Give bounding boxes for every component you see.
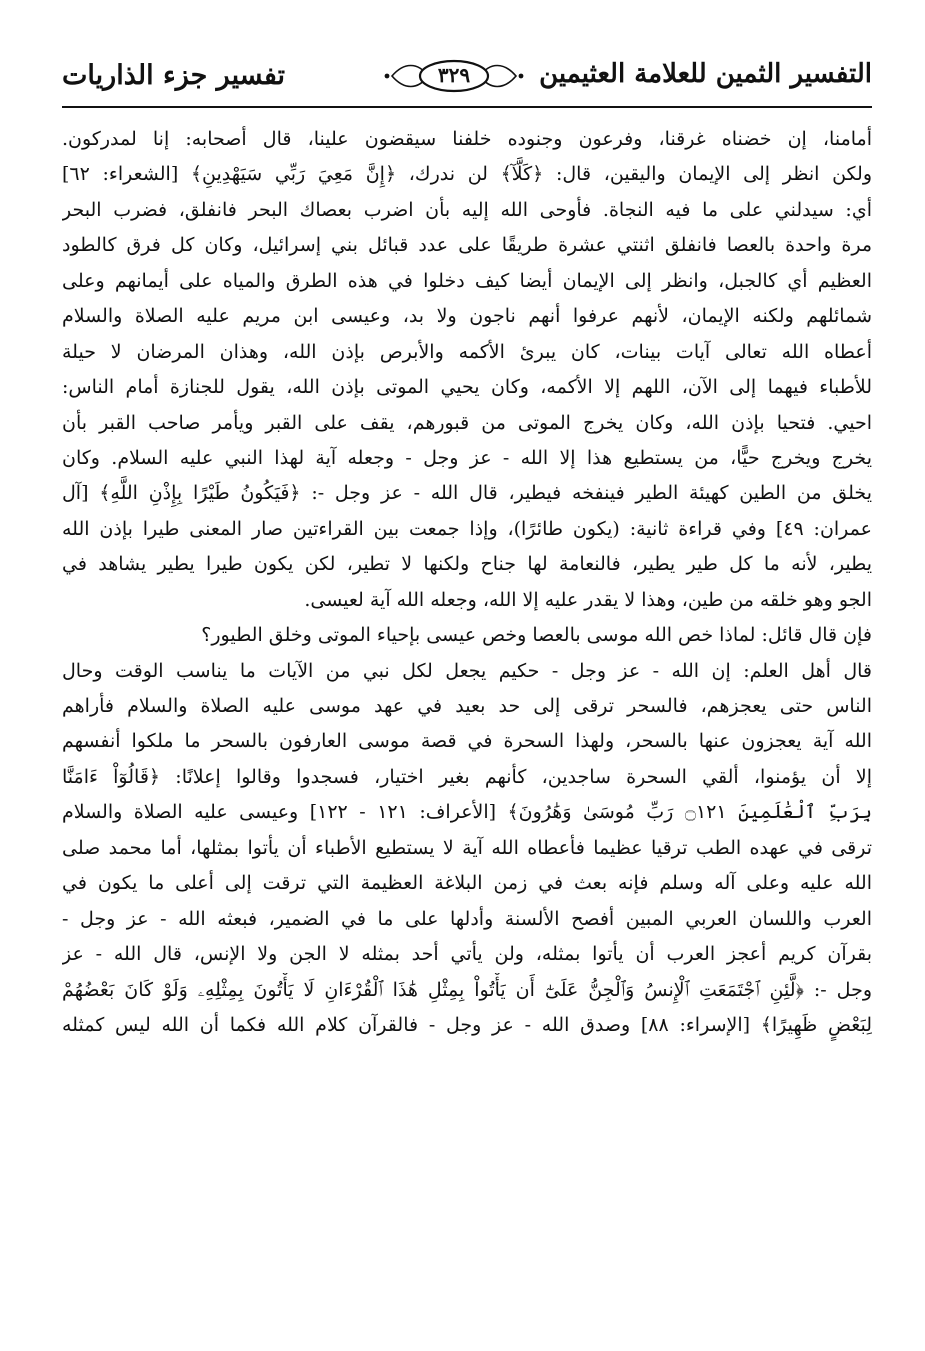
text-line: يخلق من الطين كهيئة الطير فينفخه فيطير، قال الله - عز وجل -: ﴿فَيَكُونُ طَيْرًا بِإِذْنِ اللَّهِ﴾ [آل xyxy=(62,482,872,505)
text-line: بقرآن كريم أعجز العرب أن يأتوا بمثله، ولن يأتي أحد بمثله لا الجن ولا الإنس، قال الله - عز xyxy=(62,943,872,966)
text-line: أمامنا، إن خضناه غرقنا، وفرعون وجنوده خلفنا سيقضون علينا، قال أصحابه: إنا لمدركون. xyxy=(62,128,872,150)
text-line: الناس حتى يعجزهم، فالسحر ترقى إلى حد بعيد في عهد موسى عليه الصلاة والسلام فأراهم xyxy=(62,695,872,717)
text-line: وجل -: ﴿لَّئِنِ ٱجْتَمَعَتِ ٱلْإِنسُ وَٱلْجِنُّ عَلَىٰٓ أَن يَأْتُواْ بِمِثْلِ هَٰذَا ٱلْقُرْءَانِ لَا يَأْتُونَ بِمِثْلِهِۦ وَلَوْ كَانَ بَعْضُهُمْ xyxy=(62,978,872,1001)
text-line: احيي. فتحيا بإذن الله، وكان يخرج الموتى من قبورهم، يقف على القبر ويأمر صاحب القبر بأن xyxy=(62,411,872,434)
page-header xyxy=(62,46,872,108)
text-line: عمران: ٤٩] وفي قراءة ثانية: (يكون طائرًا)، وإذا جمعت بين القراءتين صار المعنى طيرا بإذن الله xyxy=(62,517,872,540)
book-title: التفسير الثمين للعلامة العثيمين xyxy=(539,59,872,89)
part-title: تفسير جزء الذاريات xyxy=(62,60,285,91)
text-line: ترقى في عهده الطب ترقيا عظيما فأعطاه الله آية لا يستطيع الأطباء أن يأتوا بمثلها، أما محمد صلى xyxy=(62,836,872,859)
text-line: يطير، لأنه ما كل طير يطير، فالنعامة لها جناح ولكنها لا تطير، لكن يكون طيرا يطير يشاهد في xyxy=(62,553,872,576)
text-line: الله عليه وعلى آله وسلم فإنه بعث في زمن البلاغة العظيمة التي ترقت إلى أعلى ما يكون في xyxy=(62,872,872,895)
header-divider xyxy=(62,106,872,108)
text-line: بِرَبِّ ٱلْعَٰلَمِينَ ۝١٢١ رَبِّ مُوسَىٰ وَهَٰرُونَ﴾ [الأعراف: ١٢١ - ١٢٢] وعيسى عليه الصلاة والسلام xyxy=(62,801,872,824)
text-line: يخرج ويخرج حيًّا، من يستطيع هذا إلا الله - عز وجل - وجعله آية لهذا النبي عليه السلام. وكان xyxy=(62,446,872,469)
text-line: شمائلهم ولكنه الإيمان، لأنهم عرفوا أنهم ناجون ولا بد، وعيسى ابن مريم عليه الصلاة والسلام xyxy=(62,305,872,328)
text-line: للأطباء فيهما إلى الآن، اللهم إلا الأكمه، وكان يحيي الموتى بإذن الله، يقول للجنازة أمام الناس: xyxy=(62,376,872,399)
text-line: الله آية يعجزون عنها بالسحر، ولهذا السحرة في قصة موسى العارفون بالسحر ما ملكوا أنفسهم xyxy=(62,730,872,753)
text-line: العظيم أي كالجبل، وانظر إلى الإيمان أيضا كيف دخلوا في هذه الطرق والمياه على أيمانهم وعلى xyxy=(62,269,872,292)
text-line: الجو وهو خلقه من طين، وهذا لا يقدر عليه إلا الله، وجعله الله آية لعيسى. xyxy=(304,588,872,611)
text-line: أي: سيدلني على ما فيه النجاة. فأوحى الله إليه بأن اضرب بعصاك البحر فانفلق، فضرب البحر xyxy=(62,198,872,221)
text-line: ولكن انظر إلى الإيمان واليقين، قال: ﴿كَلَّآ﴾ لن ندرك، ﴿إِنَّ مَعِيَ رَبِّي سَيَهْدِينِ﴾ [الشعراء: ٦٢] xyxy=(62,163,872,186)
text-line: مرة واحدة بالعصا فانفلق اثنتي عشرة طريقًا على عدد قبائل بني إسرائيل، وكان كل فرق كالطود xyxy=(62,234,872,257)
answer-line: قال أهل العلم: إن الله - عز وجل - حكيم يجعل لكل نبي من الآيات ما يناسب الوقت وحال xyxy=(62,659,872,682)
text-line: العرب واللسان العربي المبين أفصح الألسنة وأدلها على ما في الضمير، فبعثه الله - عز وجل - xyxy=(62,907,872,930)
page-number: ٣٢٩ xyxy=(437,63,471,87)
text-line: لِبَعْضٍ ظَهِيرًا﴾ [الإسراء: ٨٨] وصدق الله - عز وجل - فالقرآن كلام الله فكما أن الله ليس كمثله xyxy=(62,1013,872,1036)
text-line: أعطاه الله تعالى آيات بينات، كان يبرئ الأكمه والأبرص بإذن الله، وهذان المرضان لا حيلة xyxy=(62,340,872,363)
page-body xyxy=(62,122,872,1043)
question-line: فإن قال قائل: لماذا خص الله موسى بالعصا وخص عيسى بإحياء الموتى وخلق الطيور؟ xyxy=(201,624,872,647)
text-line: إلا أن يؤمنوا، ألقي السحرة ساجدين، كأنهم بغير اختيار، فسجدوا وقالوا إعلانًا: ﴿قَالُوٓاْ ءَامَنَّا xyxy=(62,765,872,788)
